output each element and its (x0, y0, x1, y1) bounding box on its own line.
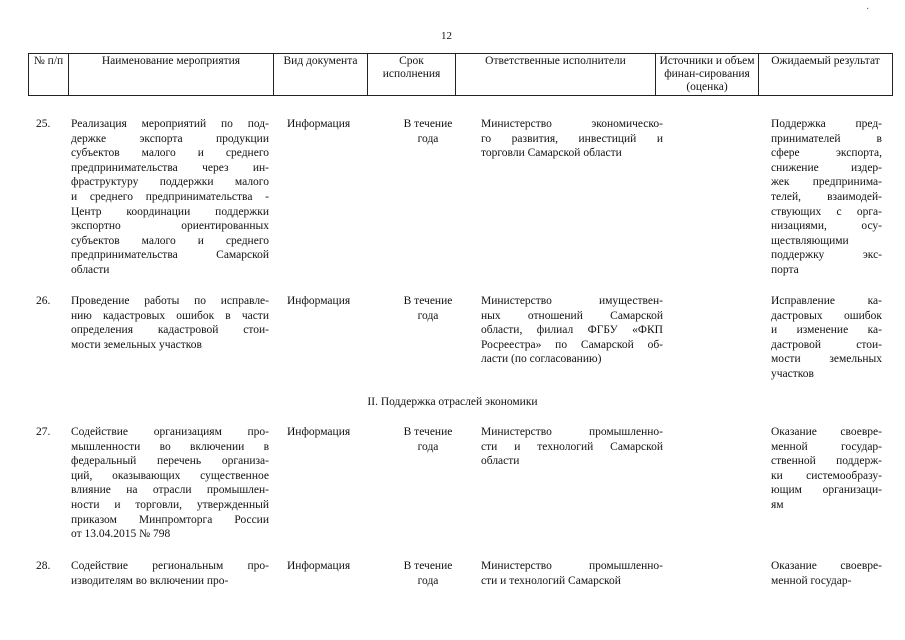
header-exec: Ответственные исполнители (456, 54, 656, 96)
text-line: порта (771, 263, 799, 276)
text-line: ности и торговли, утвержденный (71, 498, 269, 511)
text-line: Содействие организациям про- (71, 426, 269, 438)
text-line: мости земельных (771, 353, 882, 366)
text-line: Росреестра» по Самарской об- (481, 338, 663, 351)
text-line: Информация (287, 426, 351, 438)
text-line: дастровых ошибок (771, 309, 882, 322)
text-line: года (417, 309, 439, 322)
text-line: мышленности во включении в (71, 440, 269, 453)
text-line: Министерство имуществен- (481, 295, 663, 307)
text-line: поддержку экс- (771, 249, 882, 262)
text-line: Проведение работы по исправле- (71, 295, 269, 307)
text-line: экспортно ориентированных (71, 220, 269, 233)
text-line: ных отношений Самарской (481, 309, 663, 322)
text-line: Информация (287, 560, 351, 572)
row-26-num (36, 294, 66, 309)
text-line: Оказание своевре- (771, 426, 882, 438)
text-line: и изменение ка- (771, 324, 882, 337)
text-line: приказом Минпромторга России (71, 513, 269, 526)
text-line: ствующих с орга- (771, 205, 882, 218)
text-line: ственной поддерж- (771, 455, 882, 468)
text-line: Поддержка пред- (771, 118, 882, 130)
text-line: мости земельных участков (71, 338, 202, 351)
row-28-num (36, 559, 66, 574)
row-25-term (383, 117, 473, 146)
text-line: 26. (36, 295, 51, 307)
header-term: Срок исполнения (368, 54, 456, 96)
text-line: ществляющими (771, 234, 849, 247)
row-26-term (383, 294, 473, 323)
row-28-term (383, 559, 473, 588)
text-line: фраструктуру поддержки малого (71, 176, 269, 189)
text-line: влияние на отрасли промышлен- (71, 484, 269, 497)
text-line: ки системообразу- (771, 469, 882, 482)
row-27-doc (287, 425, 367, 440)
text-line: нию кадастровых ошибок в части (71, 309, 269, 322)
table-header (28, 53, 893, 96)
text-line: принимателей в (771, 132, 882, 145)
section-title: II. Поддержка отраслей экономики (367, 396, 538, 408)
header-result: Ожидаемый результат (759, 54, 893, 96)
text-line: торговли Самарской области (481, 147, 622, 160)
text-line: федеральный перечень организа- (71, 455, 269, 468)
row-28-doc (287, 559, 367, 574)
row-25-doc (287, 117, 367, 132)
text-line: менной государ- (771, 440, 882, 453)
row-26-result (771, 294, 882, 382)
text-line: Оказание своевре- (771, 560, 882, 572)
text-line: предпринимательства через ин- (71, 161, 269, 174)
text-line: года (417, 132, 439, 145)
text-line: определения кадастровой стои- (71, 324, 269, 337)
text-line: 28. (36, 560, 51, 572)
row-27-name (71, 425, 269, 542)
text-line: Министерство экономическо- (481, 118, 663, 130)
text-line: ющим организаци- (771, 484, 882, 497)
text-line: В течение (403, 426, 453, 438)
header-num: № п/п (29, 54, 69, 96)
page-number: 12 (441, 30, 452, 42)
row-26-exec (481, 294, 663, 367)
header-doc: Вид документа (274, 54, 368, 96)
text-line: ласти (по согласованию) (481, 353, 602, 366)
text-line: субъектов малого и среднего (71, 234, 269, 247)
text-line: года (417, 574, 439, 587)
header-funding: Источники и объем финан-сирования (оценка) (656, 54, 759, 96)
text-line: В течение (403, 295, 453, 307)
text-line: снижение издер- (771, 161, 882, 174)
text-line: 27. (36, 426, 51, 438)
row-28-exec (481, 559, 663, 588)
row-25-name (71, 117, 269, 278)
text-line: Информация (287, 118, 351, 130)
text-line: В течение (403, 118, 453, 130)
text-line: держке экспорта продукции (71, 132, 269, 145)
text-line: В течение (403, 560, 453, 572)
row-27-term (383, 425, 473, 454)
row-26-doc (287, 294, 367, 309)
text-line: сти и технологий Самарской (481, 440, 663, 453)
text-line: жек предпринима- (771, 176, 882, 189)
text-line: области, филиал ФГБУ «ФКП (481, 324, 663, 337)
row-25-num (36, 117, 66, 132)
row-28-result (771, 559, 882, 588)
text-line: ям (771, 498, 784, 511)
text-line: от 13.04.2015 № 798 (71, 528, 171, 541)
text-line: сфере экспорта, (771, 147, 882, 160)
text-line: и среднего предпринимательства - (71, 190, 269, 203)
row-27-exec (481, 425, 663, 469)
row-25-exec (481, 117, 663, 161)
text-line: года (417, 440, 439, 453)
text-line: области (481, 455, 520, 468)
text-line: Министерство промышленно- (481, 560, 663, 572)
text-line: предпринимательства Самарской (71, 249, 269, 262)
text-line: дастровой стои- (771, 338, 882, 351)
row-28-name (71, 559, 269, 588)
text-line: субъектов малого и среднего (71, 147, 269, 160)
text-line: сти и технологий Самарской (481, 574, 621, 587)
header-name: Наименование мероприятия (69, 54, 274, 96)
text-line: Исправление ка- (771, 295, 882, 307)
row-25-result (771, 117, 882, 278)
row-26-name (71, 294, 269, 352)
text-line: менной государ- (771, 574, 852, 587)
text-line: го развития, инвестиций и (481, 132, 663, 145)
text-line: Содействие региональным про- (71, 560, 269, 572)
text-line: Информация (287, 295, 351, 307)
text-line: Центр координации поддержки (71, 205, 269, 218)
text-line: телей, взаимодей- (771, 190, 882, 203)
text-line: участков (771, 367, 814, 380)
scan-mark: · (866, 4, 870, 15)
text-line: ций, оказывающих существенное (71, 469, 269, 482)
text-line: 25. (36, 118, 51, 130)
text-line: Реализация мероприятий по под- (71, 118, 269, 130)
text-line: Министерство промышленно- (481, 426, 663, 438)
text-line: низациями, осу- (771, 220, 882, 233)
text-line: изводителям во включении про- (71, 574, 229, 587)
row-27-num (36, 425, 66, 440)
text-line: области (71, 263, 110, 276)
row-27-result (771, 425, 882, 513)
